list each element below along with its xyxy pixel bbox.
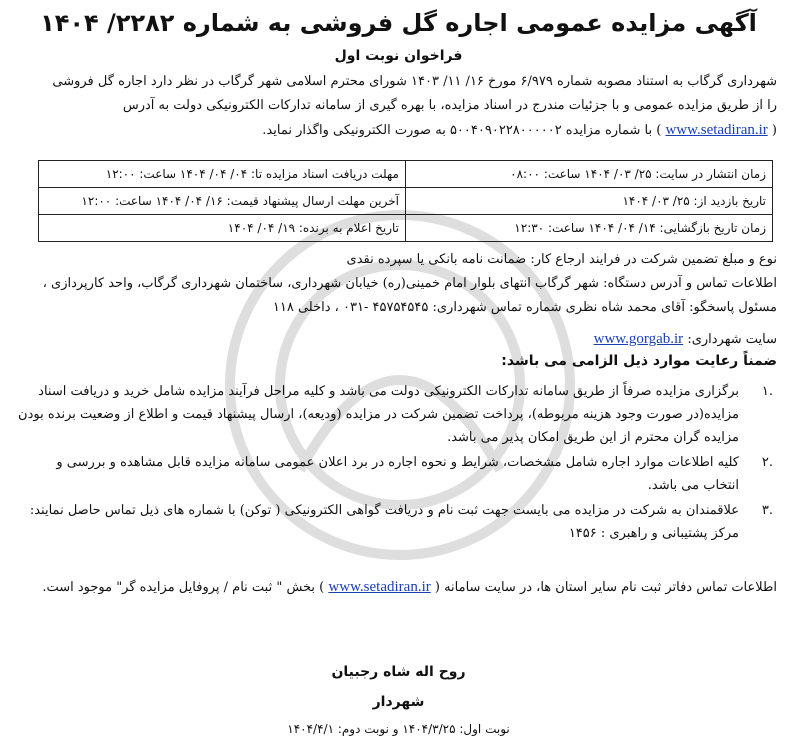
intro-line-1: شهرداری گرگاب به استناد مصوبه شماره ۶/۹۷۹ مورخ ۱۶/ ۱۱/ ۱۴۰۳ شورای محترم اسلامی شهر گرگاب در نظر دارد اجاره گل فروشی xyxy=(52,74,777,89)
responsible-person: مسئول پاسخگو: آقای محمد شاه نظری شماره تماس شهرداری: ۴۵۷۵۴۵۴۵ -۰۳۱ ، داخلی ۱۱۸ xyxy=(272,300,777,315)
schedule-docs-deadline: مهلت دریافت اسناد مزایده تا: ۰۴/ ۰۴/ ۱۴۰۴ ساعت: ۱۲:۰۰ xyxy=(39,161,406,188)
intro-line-2: را از طریق مزایده عمومی و با جزئیات مندرج در اسناد مزایده، با بهره گیری از سامانه تدارکات الکترونیکی دولت به آدرس xyxy=(122,98,777,113)
site-label: سایت شهرداری: xyxy=(687,332,777,347)
setadiran-link-footer[interactable]: www.setadiran.ir xyxy=(328,579,431,595)
schedule-visit-date: تاریخ بازدید از: ۲۵/ ۰۳/ ۱۴۰۴ xyxy=(406,188,773,215)
table-row xyxy=(39,215,773,242)
schedule-table xyxy=(38,160,773,242)
publish-dates: نوبت اول: ۱۴۰۴/۳/۲۵ و نوبت دوم: ۱۴۰۴/۴/۱ xyxy=(287,722,510,736)
list-item xyxy=(17,451,777,497)
notice-subtitle: فراخوان نوبت اول xyxy=(334,48,463,64)
setadiran-link[interactable]: www.setadiran.ir xyxy=(665,122,768,138)
table-row xyxy=(39,161,773,188)
signatory-name: روح اله شاه رجبیان xyxy=(331,664,466,680)
list-item-text: علاقمندان به شرکت در مزایده می بایست جهت ثبت نام و دریافت گواهی الکترونیکی ( توکن) با شماره های ذیل تماس حاصل نمایند: مرکز پشتیبانی و راهبری : ۱۴۵۶ xyxy=(29,503,739,541)
requirements-heading: ضمناً رعایت موارد ذیل الزامی می باشد: xyxy=(501,353,777,369)
list-item-number: .۱ xyxy=(761,384,773,399)
list-item-text: کلیه اطلاعات موارد اجاره شامل مشخصات، شرایط و نحوه اجاره در برد اعلان عمومی سامانه مزایده قابل مشاهده و بررسی و انتخاب می باشد. xyxy=(56,455,739,493)
signatory-title: شهردار xyxy=(372,694,425,710)
intro-paren-open: ( xyxy=(771,123,777,138)
list-item-text: برگزاری مزایده صرفاً از طریق سامانه تدارکات الکترونیکی دولت می باشد و کلیه مراحل فرآیند مزایده شامل خرید و دریافت اسناد مزایده(در صورت وجود هزینه مربوطه)، پرداخت تضمین شرکت در مزایده (ودیعه)، ارسال پیشنهاد قیمت و اطلاع از وضعیت برنده بودن مزایده گران محترم از این طریق امکان پذیر می باشد. xyxy=(18,384,739,445)
schedule-winner-announcement: تاریخ اعلام به برنده: ۱۹/ ۰۴/ ۱۴۰۴ xyxy=(39,215,406,242)
schedule-publish-time: زمان انتشار در سایت: ۲۵/ ۰۳/ ۱۴۰۴ ساعت: ۰۸:۰۰ xyxy=(406,161,773,188)
schedule-opening-time: زمان تاریخ بازگشایی: ۱۴/ ۰۴/ ۱۴۰۴ ساعت: ۱۲:۳۰ xyxy=(406,215,773,242)
intro-line-3-rest: ) با شماره مزایده ۵۰۰۴۰۹۰۲۲۸۰۰۰۰۰۲ به صورت الکترونیکی واگذار نماید. xyxy=(262,123,662,138)
guarantee-text: نوع و مبلغ تضمین شرکت در فرایند ارجاع کار: ضمانت نامه بانکی یا سپرده نقدی xyxy=(346,252,777,267)
schedule-bid-deadline: آخرین مهلت ارسال پیشنهاد قیمت: ۱۶/ ۰۴/ ۱۴۰۴ ساعت: ۱۲:۰۰ xyxy=(39,188,406,215)
requirements-list xyxy=(17,380,777,547)
municipality-site xyxy=(17,328,777,351)
contact-address: اطلاعات تماس و آدرس دستگاه: شهر گرگاب انتهای بلوار امام خمینی(ره) خیابان شهرداری، ساختمان شهرداری گرگاب، واحد کارپردازی ، xyxy=(42,276,777,291)
table-row xyxy=(39,188,773,215)
list-item-number: .۲ xyxy=(761,455,773,470)
list-item xyxy=(17,499,777,545)
intro-paragraph xyxy=(17,70,777,143)
footer-contact-pre: اطلاعات تماس دفاتر ثبت نام سایر استان ها، در سایت سامانه ( xyxy=(434,580,777,595)
gorgab-link[interactable]: www.gorgab.ir xyxy=(593,331,684,347)
notice-title: آگهی مزایده عمومی اجاره گل فروشی به شماره ۲۲۸۲/ ۱۴۰۴ xyxy=(40,9,757,37)
footer-contact-post: ) بخش " ثبت نام / پروفایل مزایده گر" موجود است. xyxy=(42,580,325,595)
list-item xyxy=(17,380,777,449)
intro-line-3 xyxy=(17,118,777,143)
registration-offices-info xyxy=(17,575,777,600)
list-item-number: .۳ xyxy=(761,503,773,518)
